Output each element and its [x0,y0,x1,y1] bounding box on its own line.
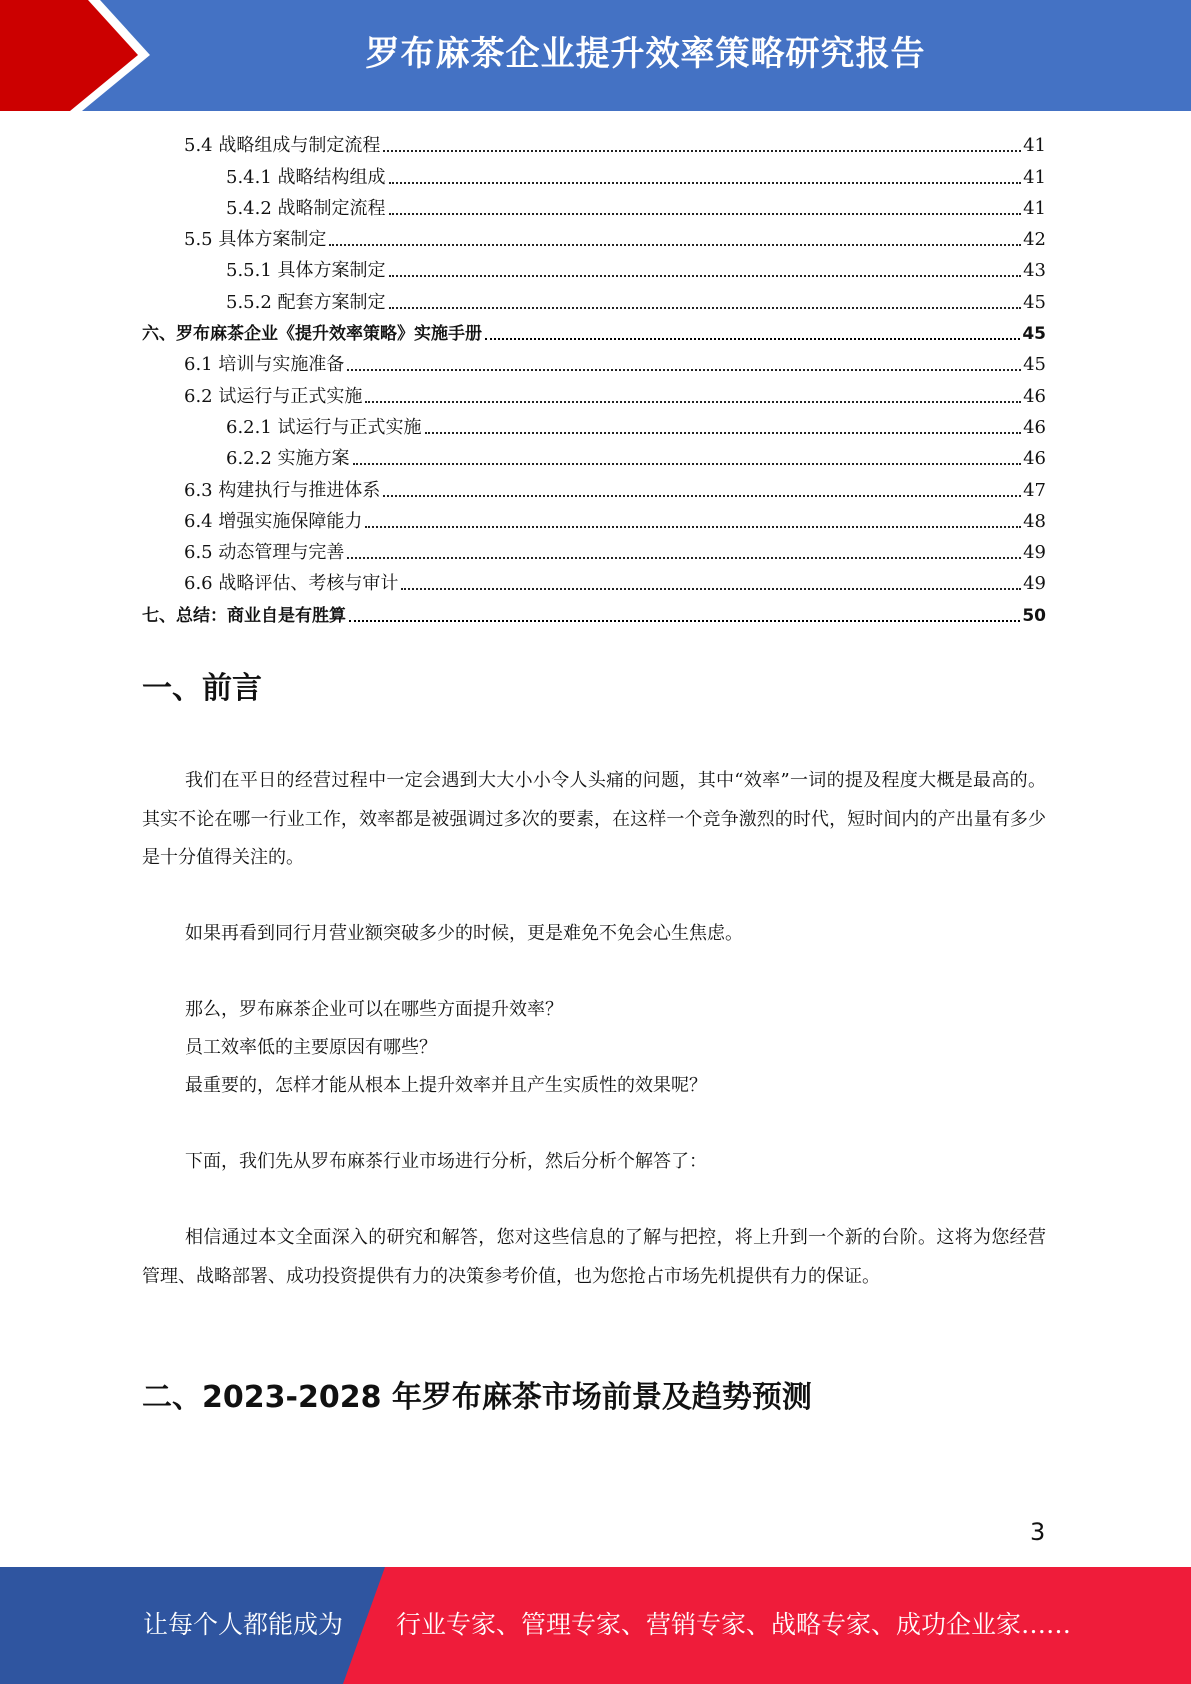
page-number: 3 [1030,1518,1046,1546]
toc-dot-leader [347,557,1021,559]
toc-entry-title: 5.4.1 战略结构组成 [226,166,386,188]
toc-entry-title: 6.5 动态管理与完善 [184,542,345,564]
toc-dot-leader [329,244,1021,246]
paragraph-conclusion: 相信通过本文全面深入的研究和解答，您对这些信息的了解与把控，将上升到一个新的台阶。这将为您经营管理、战略部署、成功投资提供有力的决策参考价值，也为您抢占市场先机提供有力的保证。 [142,1227,1046,1287]
toc-entry-title: 5.5.2 配套方案制定 [226,291,386,313]
toc-entry[interactable] [142,471,1046,502]
toc-entry-page: 41 [1023,166,1046,188]
toc-dot-leader [389,307,1022,309]
toc-entry-page: 45 [1023,291,1046,313]
toc-entry-page: 41 [1023,197,1046,219]
toc-dot-leader [389,275,1022,277]
toc-entry-page: 46 [1023,448,1046,470]
paragraph-anxiety: 如果再看到同行月营业额突破多少的时候，更是难免不免会心生焦虑。 [185,923,743,944]
paragraph-analysis: 下面，我们先从罗布麻茶行业市场进行分析，然后分析个解答了： [185,1151,707,1172]
toc-entry-title: 5.5 具体方案制定 [184,229,327,251]
toc-dot-leader [389,213,1022,215]
toc-entry-page: 43 [1023,260,1046,282]
toc-entry-title: 5.4.2 战略制定流程 [226,197,386,219]
toc-entry-title: 七、总结：商业自是有胜算 [142,605,346,626]
toc-entry-title: 6.2.1 试运行与正式实施 [226,416,422,438]
toc-entry-title: 6.4 增强实施保障能力 [184,510,363,532]
question-line: 最重要的，怎样才能从根本上提升效率并且产生实质性的效果呢？ [185,1075,707,1096]
toc-entry-page: 45 [1023,354,1046,376]
toc-entry-title: 5.5.1 具体方案制定 [226,260,386,282]
toc-entry-title: 6.3 构建执行与推进体系 [184,479,381,501]
toc-entry-page: 48 [1023,510,1046,532]
toc-entry[interactable] [142,221,1046,252]
toc-entry-title: 六、罗布麻茶企业《提升效率策略》实施手册 [142,324,482,345]
question-line: 员工效率低的主要原因有哪些？ [185,1037,437,1058]
toc-dot-leader [485,338,1020,340]
toc-entry[interactable] [142,315,1046,346]
toc-dot-leader [383,495,1021,497]
toc-entry[interactable] [142,190,1046,221]
question-line: 那么，罗布麻茶企业可以在哪些方面提升效率？ [185,999,563,1020]
toc-entry[interactable] [142,127,1046,158]
toc-dot-leader [353,463,1022,465]
toc-dot-leader [425,432,1022,434]
footer-slogan-right: 行业专家、管理专家、营销专家、战略专家、成功企业家…… [396,1610,1072,1639]
section-heading-market-forecast: 二、2023-2028 年罗布麻茶市场前景及趋势预测 [142,1380,812,1415]
toc-entry[interactable] [142,440,1046,471]
toc-entry-page: 47 [1023,479,1046,501]
toc-dot-leader [383,150,1021,152]
toc-entry[interactable] [142,346,1046,377]
toc-entry[interactable] [142,409,1046,440]
toc-entry[interactable] [142,565,1046,596]
section-heading-preface: 一、前言 [142,671,262,706]
toc-entry[interactable] [142,377,1046,408]
toc-entry[interactable] [142,596,1046,627]
toc-entry-title: 6.2.2 实施方案 [226,448,350,470]
toc-entry-page: 46 [1023,385,1046,407]
toc-entry-page: 45 [1022,324,1046,345]
toc-entry-title: 6.6 战略评估、考核与审计 [184,573,399,595]
header-title: 罗布麻茶企业提升效率策略研究报告 [365,34,926,74]
toc-entry[interactable] [142,503,1046,534]
toc-entry-page: 49 [1023,542,1046,564]
toc-entry-page: 50 [1022,605,1046,626]
toc-dot-leader [365,526,1021,528]
toc-dot-leader [347,369,1021,371]
toc-entry-page: 49 [1023,573,1046,595]
toc-entry-title: 6.2 试运行与正式实施 [184,385,363,407]
toc-dot-leader [389,182,1022,184]
toc-entry-page: 46 [1023,416,1046,438]
toc-entry-title: 5.4 战略组成与制定流程 [184,135,381,157]
toc-entry[interactable] [142,534,1046,565]
table-of-contents [142,127,1046,628]
toc-dot-leader [401,588,1021,590]
page-header [0,0,1191,111]
toc-entry[interactable] [142,283,1046,314]
toc-entry-title: 6.1 培训与实施准备 [184,354,345,376]
toc-entry-page: 42 [1023,229,1046,251]
paragraph-intro: 我们在平日的经营过程中一定会遇到大大小小令人头痛的问题，其中“效率”一词的提及程度大概是最高的。其实不论在哪一行业工作，效率都是被强调过多次的要素，在这样一个竞争激烈的时代，短时间内的产出量有多少是十分值得关注的。 [142,770,1046,868]
toc-entry-page: 41 [1023,135,1046,157]
toc-dot-leader [349,620,1020,622]
toc-entry[interactable] [142,252,1046,283]
toc-entry[interactable] [142,158,1046,189]
page-footer [0,1567,1191,1684]
footer-slogan-left: 让每个人都能成为 [143,1610,344,1639]
toc-dot-leader [365,401,1021,403]
